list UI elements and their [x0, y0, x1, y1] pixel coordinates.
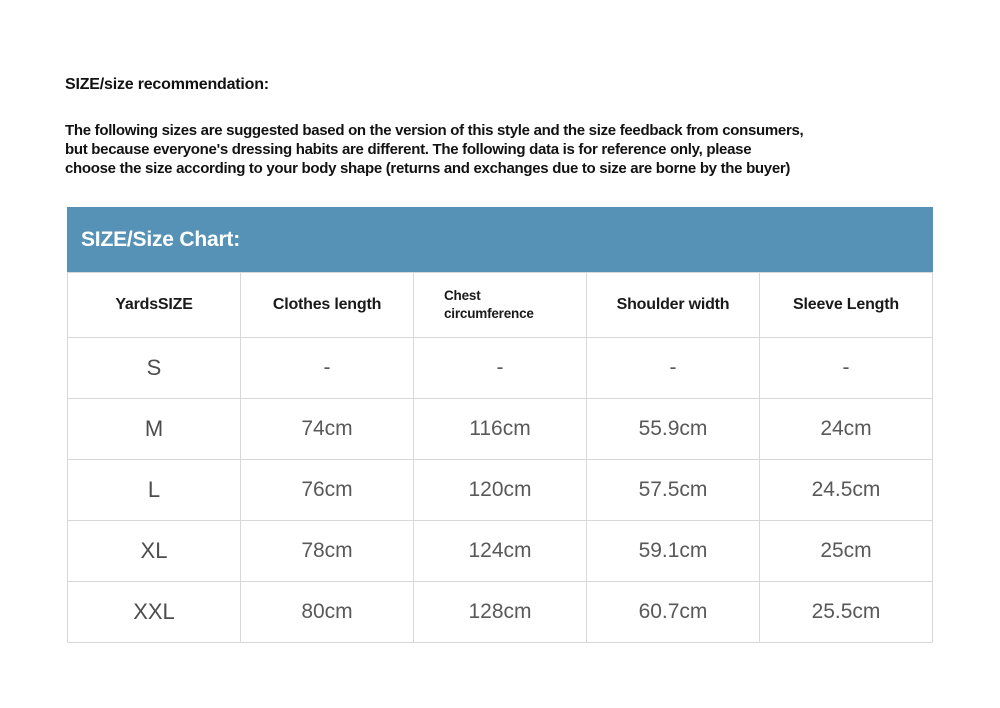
size-cell: XXL: [68, 582, 241, 643]
size-cell: S: [68, 338, 241, 399]
value-cell: 25.5cm: [760, 582, 933, 643]
column-header-shoulder-width: Shoulder width: [587, 273, 760, 338]
value-cell: 74cm: [241, 399, 414, 460]
table-row-xxl: [68, 582, 933, 643]
value-cell: 24cm: [760, 399, 933, 460]
intro-line: The following sizes are suggested based on the version of this style and the size feedback from consumers,: [65, 122, 804, 139]
table-row-l: [68, 460, 933, 521]
intro-paragraph: [65, 121, 955, 178]
value-cell: -: [760, 338, 933, 399]
value-cell: 59.1cm: [587, 521, 760, 582]
value-cell: 128cm: [414, 582, 587, 643]
column-header-chest-label: Chest circumference: [444, 288, 534, 321]
size-chart-title-bar: [67, 207, 933, 272]
value-cell: -: [587, 338, 760, 399]
column-header-yards-size: YardsSIZE: [68, 273, 241, 338]
size-cell: XL: [68, 521, 241, 582]
value-cell: 55.9cm: [587, 399, 760, 460]
column-header-clothes-length: Clothes length: [241, 273, 414, 338]
value-cell: 57.5cm: [587, 460, 760, 521]
size-cell: L: [68, 460, 241, 521]
size-table-header-row: [68, 273, 933, 338]
column-header-chest-circumference: [414, 273, 587, 338]
size-chart-section: [67, 207, 933, 643]
table-row-m: [68, 399, 933, 460]
size-chart-title: SIZE/Size Chart:: [81, 227, 240, 251]
intro-line: but because everyone's dressing habits are different. The following data is for reference only, please: [65, 141, 752, 158]
value-cell: 24.5cm: [760, 460, 933, 521]
value-cell: 78cm: [241, 521, 414, 582]
size-table: [67, 272, 933, 643]
value-cell: 116cm: [414, 399, 587, 460]
column-header-sleeve-length: Sleeve Length: [760, 273, 933, 338]
table-row-s: [68, 338, 933, 399]
value-cell: 124cm: [414, 521, 587, 582]
size-cell: M: [68, 399, 241, 460]
value-cell: 60.7cm: [587, 582, 760, 643]
page-title: SIZE/size recommendation:: [65, 76, 269, 93]
value-cell: 80cm: [241, 582, 414, 643]
value-cell: -: [414, 338, 587, 399]
table-row-xl: [68, 521, 933, 582]
value-cell: -: [241, 338, 414, 399]
value-cell: 120cm: [414, 460, 587, 521]
value-cell: 76cm: [241, 460, 414, 521]
value-cell: 25cm: [760, 521, 933, 582]
intro-line: choose the size according to your body shape (returns and exchanges due to size are borne by the buyer): [65, 160, 791, 177]
